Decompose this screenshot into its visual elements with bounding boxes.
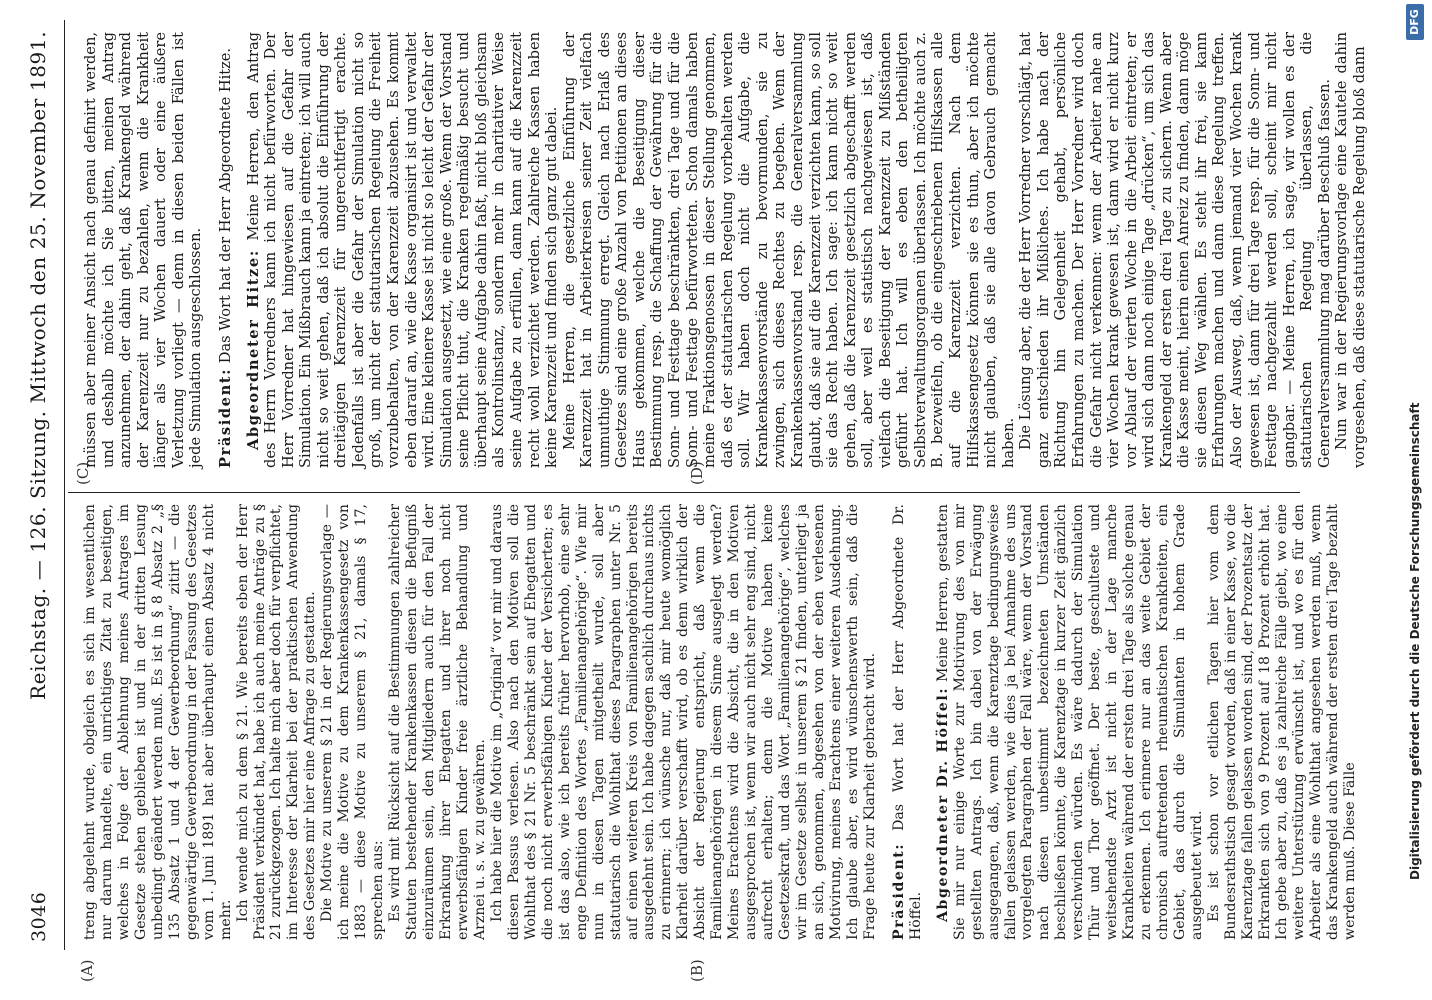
speech-paragraph <box>935 504 1206 940</box>
margin-mark-b: (B) <box>688 959 706 982</box>
paragraph: Nun war in der Regierungsvorlage eine Kautele dahin vorgesehen, daß diese statutarische Regelung bloß dann <box>1333 32 1368 468</box>
speaker-announcement <box>217 32 235 468</box>
paragraph: müssen aber meiner Ansicht nach genau definirt werden, und deshalb möchte ich Sie bitten, meinen Antrag anzunehmen, der dahin geht, daß Krankengeld während der Karenzzeit nur zu bezahlen, wenn die Krankheit länger als vier Wochen dauert oder eine äußere Verletzung vorliegt — denn in diesen beiden Fällen ist jede Simulation ausgeschlossen. <box>82 32 205 468</box>
speaker-announcement-text: Das Wort hat der Herr Abgeordnete Hitze. <box>216 47 234 364</box>
paragraph: Ich wende mich zu dem § 21. Wie bereits eben der Herr Präsident verkündet hat, habe ich auch meine Anträge zu § 21 zurückgezogen. Ich halte mich aber doch für verpflichtet, im Interesse der Klarheit bei der praktischen Anwendung des Gesetzes mir hier eine Anfrage zu gestatten. <box>234 504 319 940</box>
page-number: 3046 <box>28 891 50 942</box>
paragraph: Ich habe hier die Motive im „Original“ vor mir und daraus diesen Passus verlesen. Also nach den Motiven soll die Wohlthat des § 21 Nr. 5 beschränkt sein auf Ehegatten und die noch nicht erwerbsfähigen Kinder der Versicherten; es ist das also, wie ich bereits früher hervorhob, eine sehr enge Definition des Wortes „Familienangehörige“. Wie mir nun in diesen Tagen mitgetheilt wurde, soll aber statutarisch die Wohlthat dieses Paragraphen unter Nr. 5 auf einen weiteren Kreis von Familienangehörigen bereits ausgedehnt sein. Ich habe dagegen sachlich durchaus nichts zu erinnern; ich wünsche nur, daß mir heute womöglich Klarheit darüber verschafft wird, ob es denn wirklich der Absicht der Regierung entspricht, daß wenn die Familienangehörigen in diesem Sinne ausgelegt werden? Meines Erachtens wird die Absicht, die in den Motiven ausgesprochen ist, wenn wir auch nicht sehr eng sind, nicht aufrecht erhalten; denn die Motive haben keine Gesetzeskraft, und das Wort „Familienangehörige“, welches wir im Gesetze selbst in unserem § 21 finden, unterliegt ja an sich, genommen, abgesehen von der eben verlesenen Motivirung, meines Erachtens einer weiteren Ausdehnung. Ich glaube aber, es wird wünschenswerth sein, daß die Frage heute zur Klarheit gebracht wird. <box>488 504 878 940</box>
paragraph: Meine Herren, die gesetzliche Einführung der Karenzzeit hat in Arbeiterkreisen seiner Zeit vielfach unmuthige Stimmung erregt. Gleich nach Erlaß des Gesetzes sind eine große Anzahl von Petitionen an dieses Haus gekommen, welche die Beseitigung dieser Bestimmung resp. die Schaffung der Gewährung für die Sonn- und Festtage beschränkten, drei Tage und für die Sonn- und Festtage befürworteten. Schon damals haben meine Fraktionsgenossen in dieser Stellung genommen, daß es der statutarischen Regelung vorbehalten werden soll. Wir haben doch nicht die Aufgabe, die Krankenkassenvorstände zu bevormunden, sie zu zwingen, sich dieses Rechtes zu begeben. Wenn der Krankenkassenvorstand resp. die Generalversammlung glaubt, daß sie auf die Karenzzeit verzichten kann, so soll sie das Recht haben. Ich sage: ich kann nicht so weit gehen, daß die Karenzzeit gesetzlich abgeschafft werden soll, aber weil es statistisch nachgewiesen ist, daß vielfach die Beseitigung der Karenzzeit zu Mißständen geführt hat. Ich will es eben den betheiligten Selbstverwaltungsorganen überlassen. Ich möchte auch z. B. bezweifeln, ob die eingeschriebenen Hilfskassen alle auf die Karenzzeit verzichten. Nach dem Hilfskassengesetz können sie es thun, aber ich möchte nicht glauben, daß sie alle davon Gebrauch gemacht haben. <box>560 32 1017 468</box>
paragraph: Es ist schon vor etlichen Tagen hier vom dem Bundesrathstisch gesagt worden, daß in einer Kasse, wo die Karenztage fallen gelassen worden sind, der Prozentsatz der Erkrankten sich von 9 Prozent auf 18 Prozent erhöht hat. Ich gebe aber zu, daß es ja zahlreiche Fälle giebt, wo eine weitere Unterstützung erwünscht ist, und wo es für den Arbeiter als eine Wohlthat angesehen werden muß, wenn das Krankengeld auch während der ersten drei Tage bezahlt werden muß. Diese Fälle <box>1205 504 1358 940</box>
speech-text: Meine Herren, den Antrag des Herrn Vorredners kann ich nicht befürworten. Der Herr Vorredner hat hingewiesen auf die Gefahr der Simulation. Ein Mißbrauch kann ja eintreten; ich will auch nicht so weit gehen, daß ich absolut die Einführung der dreitägigen Karenzzeit für ungerechtfertigt erachte. Jedenfalls ist aber die Gefahr der Simulation nicht so groß, um nicht der statutarischen Regelung die Freiheit vorzubehalten, von der Karenzzeit abzusehen. Es kommt eben darauf an, wie die Kasse organisirt ist und verwaltet wird. Eine kleinere Kasse ist nicht so leicht der Gefahr der Simulation ausgesetzt, wie eine große. Wenn der Vorstand seine Pflicht thut, die Kranken regelmäßig besucht und überhaupt seine Aufgabe dahin faßt, nicht bloß gleichsam als Kontrolinstanz, sondern mehr in charitativer Weise seine Aufgabe zu erfüllen, dann kann auf die Karenzzeit recht wohl verzichtet werden. Zahlreiche Kassen haben keine Karenzzeit und finden sich ganz gut dabei. <box>244 31 561 468</box>
dfg-logo: DFG <box>1406 4 1424 40</box>
margin-mark-d: (D) <box>688 461 706 485</box>
margin-mark-a: (A) <box>78 959 96 982</box>
paragraph: Die Lösung aber, die der Herr Vorredner vorschlägt, hat ganz entschieden ihr Mißliches. Ich habe nach der Richtung hin Gelegenheit gehabt, persönliche Erfahrungen zu machen. Der Herr Vorredner wird doch die Gefahr nicht verkennen: wenn der Arbeiter nahe an vier Wochen krank gewesen ist, dann wird er nicht kurz vor Ablauf der vierten Woche in die Arbeit eintreten; er wird sich dann noch einige Tage „drücken“, um sich das Krankengeld der ersten drei Tage zu sichern. Wenn aber die Kasse meint, hierin einen Anreiz zu finden, dann möge sie diesen Weg wählen. Es steht ihr frei, sie kann Erfahrungen machen und dann diese Regelung treffen. Also der Ausweg, daß, wenn jemand vier Wochen krank gewesen ist, dann für drei Tage resp. für die Sonn- und Festtage nachgezahlt werden soll, scheint mir nicht gangbar. — Meine Herren, ich sage, wir wollen es der statutarischen Regelung überlassen, die Generalversammlung mag darüber Beschluß fassen. <box>1017 32 1333 468</box>
speaker-announcement-text: Das Wort hat der Herr Abgeordnete Dr. Höffel. <box>890 504 924 940</box>
paragraph: treng abgelehnt wurde, obgleich es sich im wesentlichen nur darum handelte, ein unrichtiges Zitat zu beseitigen, welches in Folge der Ablehnung meines Antrages im Gesetze stehen geblieben ist und in der dritten Lesung unbedingt geändert werden muß. Es ist in § 8 Absatz 2 „§ 135 Absatz 1 und 4 der Gewerbeordnung“ zitirt — die gegenwärtige Gewerbeordnung in der Fassung des Gesetzes vom 1. Juni 1891 hat aber überhaupt einen Absatz 4 nicht mehr. <box>82 504 234 940</box>
quoted-paragraph: Es wird mit Rücksicht auf die Bestimmungen zahlreicher Statuten bestehender Krankenkassen diesen die Befugniß einzuräumen sein, den Mitgliedern auch für den Fall der Erkrankung ihrer Ehegatten und ihrer noch nicht erwerbsfähigen Kinder freie ärztliche Behandlung und Arznei u. s. w. zu gewähren. <box>387 504 488 940</box>
column-divider <box>68 492 1300 493</box>
right-column <box>82 32 1369 468</box>
digitization-credit: Digitalisierung gefördert durch die Deutsche Forschungsgemeinschaft <box>1408 402 1422 880</box>
speaker-name: Abgeordneter Dr. Höffel: <box>934 686 951 922</box>
header-rule <box>64 20 65 950</box>
speaker-label: Präsident: <box>890 842 907 940</box>
paragraph: Die Motive zu unserem § 21 in der Regierungsvorlage — ich meine die Motive zu dem Krankenkassengesetz von 1883 — diese Motive zu unserem § 21, damals § 17, sprechen aus: <box>319 504 387 940</box>
speaker-name: Abgeordneter Hitze: <box>244 249 262 450</box>
running-title: Reichstag. — 126. Sitzung. Mittwoch den 25. November 1891. <box>26 30 50 700</box>
margin-mark-c: (C) <box>74 461 92 485</box>
speech-text: Meine Herren, gestatten Sie mir nur einige Worte zur Motivirung des von mir gestellten Antrags. Ich bin dabei von der Erwägung ausgegangen, daß, wenn die Karenztage bedingungsweise fallen gelassen werden, wie dies ja bei Annahme des uns vorgelegten Paragraphen der Fall wäre, wenn der Vorstand nach diesen unbestimmt bezeichneten Umständen beschließen könnte, die Karenztage in kurzer Zeit gänzlich verschwinden würden. Es wäre dadurch der Simulation Thür und Thor geöffnet. Der beste, geschulteste und weitsehendste Arzt ist nicht in der Lage manche Krankheiten während der ersten drei Tage als solche genau zu erkennen. Ich erinnere nur an das weite Gebiet der chronisch auftretenden rheumatischen Krankheiten, ein Gebiet, das durch die Simulanten in hohem Grade ausgebeutet wird. <box>934 504 1205 940</box>
speaker-announcement <box>891 504 925 940</box>
speech-paragraph <box>245 32 561 468</box>
speaker-label: Präsident: <box>216 367 234 468</box>
page-header <box>0 0 70 1000</box>
left-column <box>82 504 1359 940</box>
